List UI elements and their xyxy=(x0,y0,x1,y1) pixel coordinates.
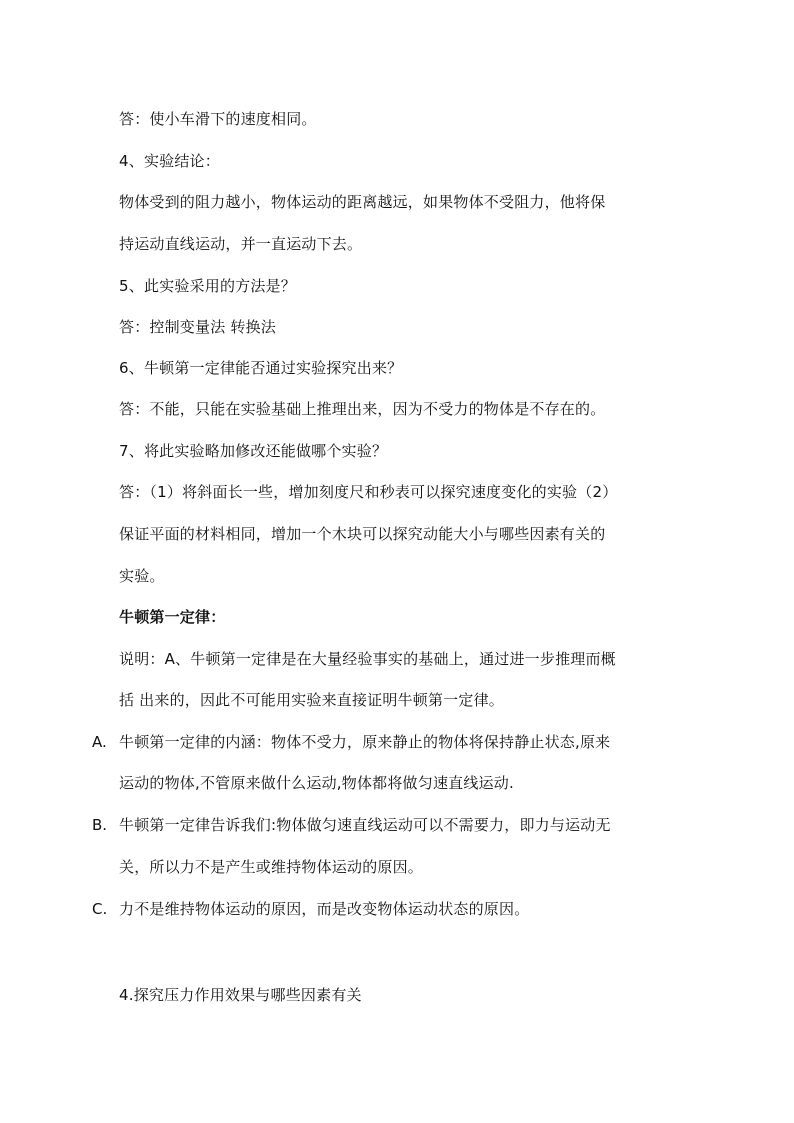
answer-7-line-2: 保证平面的材料相同，增加一个木块可以探究动能大小与哪些因素有关的 xyxy=(119,525,606,543)
list-marker-c: C. xyxy=(92,900,108,918)
newton-law-title: 牛顿第一定律： xyxy=(119,608,226,626)
heading-7-question: 7、将此实验略加修改还能做哪个实验？ xyxy=(119,442,388,460)
answer-method-text: 答：控制变量法 转换法 xyxy=(119,318,276,336)
heading-6-question: 6、牛顿第一定律能否通过实验探究出来？ xyxy=(119,359,403,377)
conclusion-line-2: 持运动直线运动，并一直运动下去。 xyxy=(119,235,363,253)
list-item-b-line-1: 牛顿第一定律告诉我们:物体做匀速直线运动可以不需要力，即力与运动无 xyxy=(119,816,611,834)
list-item-a-line-2: 运动的物体,不管原来做什么运动,物体都将做匀速直线运动. xyxy=(119,774,514,792)
heading-4-conclusion: 4、实验结论： xyxy=(119,152,220,170)
list-item-c-line-1: 力不是维持物体运动的原因，而是改变物体运动状态的原因。 xyxy=(119,900,530,918)
answer-6-text: 答：不能，只能在实验基础上推理出来，因为不受力的物体是不存在的。 xyxy=(119,400,606,418)
list-item-a-line-1: 牛顿第一定律的内涵：物体不受力，原来静止的物体将保持静止状态,原来 xyxy=(119,733,611,751)
explain-line-1: 说明：A、牛顿第一定律是在大量经验事实的基础上，通过进一步推理而概 xyxy=(119,650,616,668)
list-marker-b: B. xyxy=(92,816,108,834)
list-item-b-line-2: 关，所以力不是产生或维持物体运动的原因。 xyxy=(119,858,424,876)
answer-7-line-3: 实验。 xyxy=(119,567,165,585)
explain-line-2: 括 出来的，因此不可能用实验来直接证明牛顿第一定律。 xyxy=(119,691,504,709)
list-marker-a: A. xyxy=(92,733,107,751)
conclusion-line-1: 物体受到的阻力越小，物体运动的距离越远，如果物体不受阻力，他将保 xyxy=(119,193,606,211)
answer-7-line-1: 答：（1）将斜面长一些，增加刻度尺和秒表可以探究速度变化的实验（2） xyxy=(119,483,618,501)
answer-speed-text: 答：使小车滑下的速度相同。 xyxy=(119,110,317,128)
heading-5-method: 5、此实验采用的方法是？ xyxy=(119,277,296,295)
section-4-title: 4.探究压力作用效果与哪些因素有关 xyxy=(119,986,362,1004)
